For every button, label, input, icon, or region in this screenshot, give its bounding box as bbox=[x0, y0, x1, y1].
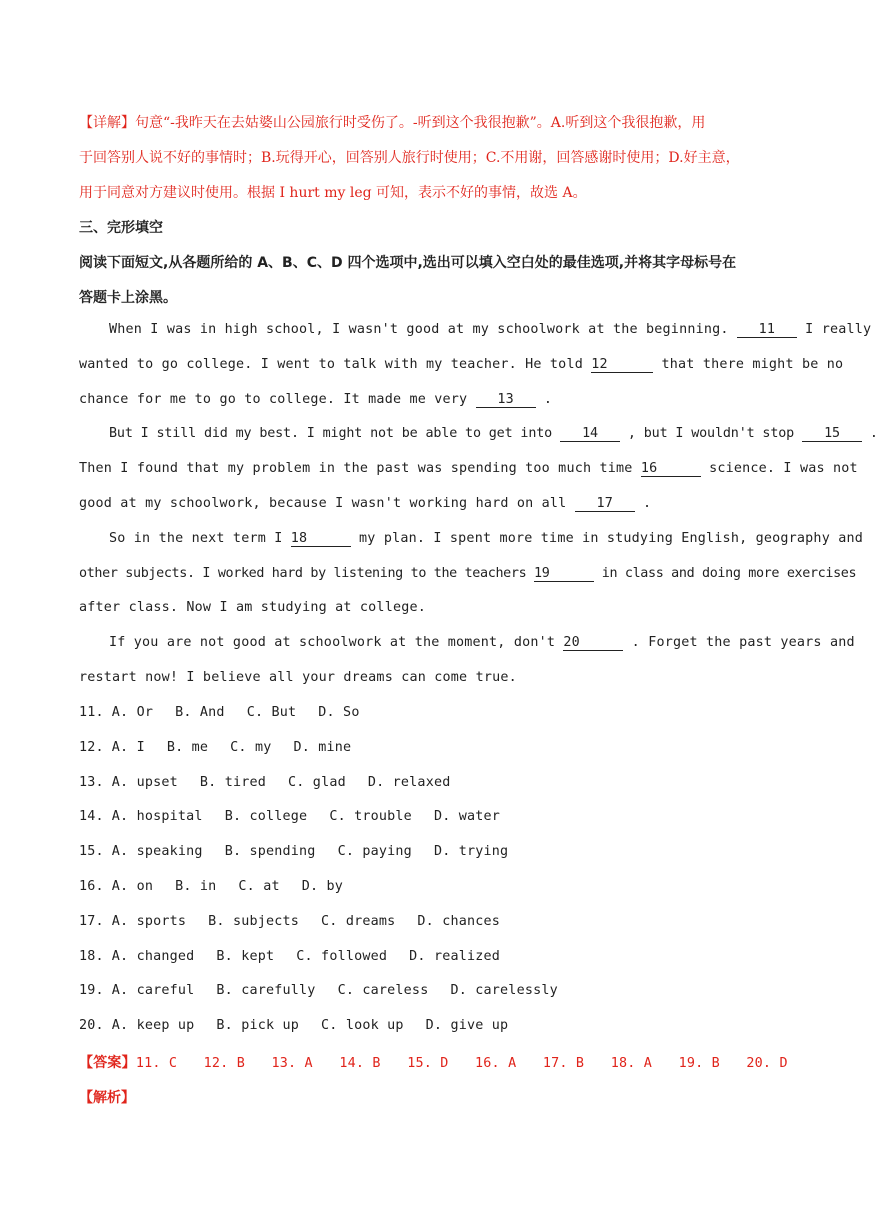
question-row bbox=[79, 705, 790, 720]
question-option: A. changed bbox=[111, 949, 195, 964]
passage-text: Then I found that my problem in the past was spending too much time bbox=[79, 461, 633, 476]
question-option: D. relaxed bbox=[367, 775, 451, 790]
passage-line: after class. Now I am studying at college. bbox=[79, 600, 426, 615]
question-option: C. glad bbox=[288, 775, 346, 790]
question-option: D. chances bbox=[417, 914, 501, 929]
question-option: C. dreams bbox=[321, 914, 396, 929]
question-option: D. mine bbox=[293, 740, 352, 755]
passage-line bbox=[79, 635, 855, 651]
passage-text: But I still did my best. I might not be able to get into bbox=[109, 426, 553, 441]
passage-text: . bbox=[869, 426, 878, 441]
question-option: A. careful bbox=[111, 983, 195, 998]
passage-text: in class and doing more exercises bbox=[601, 566, 857, 581]
question-option: B. tired bbox=[199, 775, 267, 790]
question-option: C. look up bbox=[321, 1018, 404, 1033]
question-option: D. by bbox=[301, 879, 344, 894]
answer-item: 15. D bbox=[407, 1056, 449, 1071]
passage-line: restart now! I believe all your dreams can come true. bbox=[79, 670, 517, 685]
question-option: B. spending bbox=[224, 844, 316, 859]
question-number: 15. bbox=[79, 844, 104, 859]
answer-items bbox=[136, 1056, 788, 1071]
explanation-line-1 bbox=[79, 112, 790, 132]
passage-text: good at my schoolwork, because I wasn't working hard on all bbox=[79, 496, 567, 511]
explanation-line-3: 用于同意对方建议时使用。根据 I hurt my leg 可知，表示不好的事情，故选 A。 bbox=[79, 185, 587, 201]
question-number: 13. bbox=[79, 775, 104, 790]
question-row bbox=[79, 844, 790, 859]
passage-text: When I was in high school, I wasn't good at my schoolwork at the beginning. bbox=[109, 322, 729, 337]
question-number: 14. bbox=[79, 809, 104, 824]
blank-14: 14 bbox=[560, 426, 620, 442]
answer-item: 11. C bbox=[135, 1056, 178, 1071]
question-option: B. carefully bbox=[216, 983, 316, 998]
passage-line bbox=[79, 357, 844, 373]
question-row bbox=[79, 1018, 790, 1033]
analysis-label: 【解析】 bbox=[79, 1090, 135, 1106]
section-title: 三、完形填空 bbox=[79, 220, 163, 236]
passage-text: I really bbox=[805, 322, 872, 337]
blank-17: 17 bbox=[575, 496, 635, 512]
blank-15: 15 bbox=[802, 426, 862, 442]
question-option: A. keep up bbox=[111, 1018, 195, 1033]
passage-text: chance for me to go to college. It made me very bbox=[79, 392, 468, 407]
question-number: 17. bbox=[79, 914, 104, 929]
blank-19: 19 bbox=[534, 566, 594, 582]
question-option: C. careless bbox=[337, 983, 429, 998]
question-row bbox=[79, 949, 790, 964]
passage-line bbox=[79, 426, 878, 442]
passage-text: If you are not good at schoolwork at the moment, don't bbox=[109, 635, 556, 650]
passage-text: , but I wouldn't stop bbox=[627, 426, 795, 441]
answer-item: 19. B bbox=[678, 1056, 720, 1071]
question-number: 20. bbox=[79, 1018, 104, 1033]
question-option: D. water bbox=[433, 809, 501, 824]
question-option: C. trouble bbox=[329, 809, 412, 824]
blank-18: 18 bbox=[291, 531, 351, 547]
blank-12: 12 bbox=[591, 357, 653, 373]
section-instruction-1: 阅读下面短文,从各题所给的 A、B、C、D 四个选项中,选出可以填入空白处的最佳选项,并将其字母标号在 bbox=[79, 255, 737, 271]
question-row bbox=[79, 879, 790, 894]
passage-line bbox=[79, 392, 790, 408]
passage-text: So in the next term I bbox=[109, 531, 283, 546]
section-instruction-2: 答题卡上涂黑。 bbox=[79, 290, 177, 306]
question-row bbox=[79, 740, 790, 755]
explanation-text-1: 句意“-我昨天在去姑婆山公园旅行时受伤了。-听到这个我很抱歉”。A.听到这个我很抱歉，用 bbox=[135, 115, 706, 131]
passage-text: . bbox=[642, 496, 652, 511]
question-option: B. pick up bbox=[216, 1018, 300, 1033]
question-option: A. speaking bbox=[111, 844, 203, 859]
answer-item: 17. B bbox=[542, 1056, 585, 1071]
blank-20: 20 bbox=[563, 635, 623, 651]
question-option: B. And bbox=[175, 705, 225, 720]
passage-line bbox=[79, 461, 858, 477]
question-option: A. sports bbox=[111, 914, 187, 929]
passage-text: science. I was not bbox=[709, 461, 858, 476]
question-option: B. me bbox=[166, 740, 209, 755]
passage-text: . bbox=[543, 392, 553, 407]
question-option: D. carelessly bbox=[450, 983, 558, 998]
answer-item: 14. B bbox=[339, 1056, 381, 1071]
answer-item: 13. A bbox=[271, 1056, 313, 1071]
passage-text: wanted to go college. I went to talk with my teacher. He told bbox=[79, 357, 583, 372]
question-option: C. followed bbox=[296, 949, 388, 964]
question-number: 19. bbox=[79, 983, 104, 998]
passage-text: my plan. I spent more time in studying English, geography and bbox=[359, 531, 864, 546]
question-option: A. upset bbox=[111, 775, 178, 790]
passage-text: that there might be no bbox=[661, 357, 844, 372]
explanation-line-2: 于回答别人说不好的事情时；B.玩得开心，回答别人旅行时使用；C.不用谢，回答感谢时使用；D.好主意， bbox=[79, 150, 740, 166]
question-option: D. give up bbox=[425, 1018, 509, 1033]
question-option: C. at bbox=[238, 879, 280, 894]
blank-16: 16 bbox=[641, 461, 701, 477]
question-option: D. So bbox=[318, 705, 360, 720]
passage-text: other subjects. I worked hard by listening to the teachers bbox=[79, 566, 527, 581]
question-option: A. on bbox=[111, 879, 154, 894]
question-option: A. I bbox=[111, 740, 145, 755]
answer-item: 18. A bbox=[610, 1056, 653, 1071]
explanation-label: 【详解】 bbox=[79, 115, 135, 131]
question-row bbox=[79, 983, 790, 998]
answer-line bbox=[79, 1052, 790, 1072]
question-option: D. realized bbox=[409, 949, 501, 964]
question-option: C. paying bbox=[337, 844, 412, 859]
question-option: B. in bbox=[175, 879, 217, 894]
question-option: A. Or bbox=[111, 705, 154, 720]
answer-item: 16. A bbox=[475, 1056, 517, 1071]
question-option: B. college bbox=[224, 809, 308, 824]
question-number: 12. bbox=[79, 740, 104, 755]
question-number: 16. bbox=[79, 879, 104, 894]
question-number: 18. bbox=[79, 949, 104, 964]
question-number: 11. bbox=[79, 705, 104, 720]
question-option: C. But bbox=[246, 705, 297, 720]
question-option: B. subjects bbox=[208, 914, 300, 929]
passage-line bbox=[79, 531, 864, 547]
question-row bbox=[79, 775, 790, 790]
question-row bbox=[79, 809, 790, 824]
question-option: A. hospital bbox=[111, 809, 203, 824]
question-row bbox=[79, 914, 790, 929]
answer-item: 20. D bbox=[746, 1056, 788, 1071]
passage-line bbox=[79, 566, 857, 582]
answer-label: 【答案】 bbox=[79, 1055, 136, 1071]
passage-text: . Forget the past years and bbox=[631, 635, 855, 650]
answer-item: 12. B bbox=[203, 1056, 245, 1071]
passage-line bbox=[79, 322, 872, 338]
question-option: D. trying bbox=[433, 844, 509, 859]
question-option: B. kept bbox=[216, 949, 275, 964]
passage-line bbox=[79, 496, 790, 512]
question-option: C. my bbox=[230, 740, 272, 755]
blank-11: 11 bbox=[737, 322, 797, 338]
blank-13: 13 bbox=[476, 392, 536, 408]
